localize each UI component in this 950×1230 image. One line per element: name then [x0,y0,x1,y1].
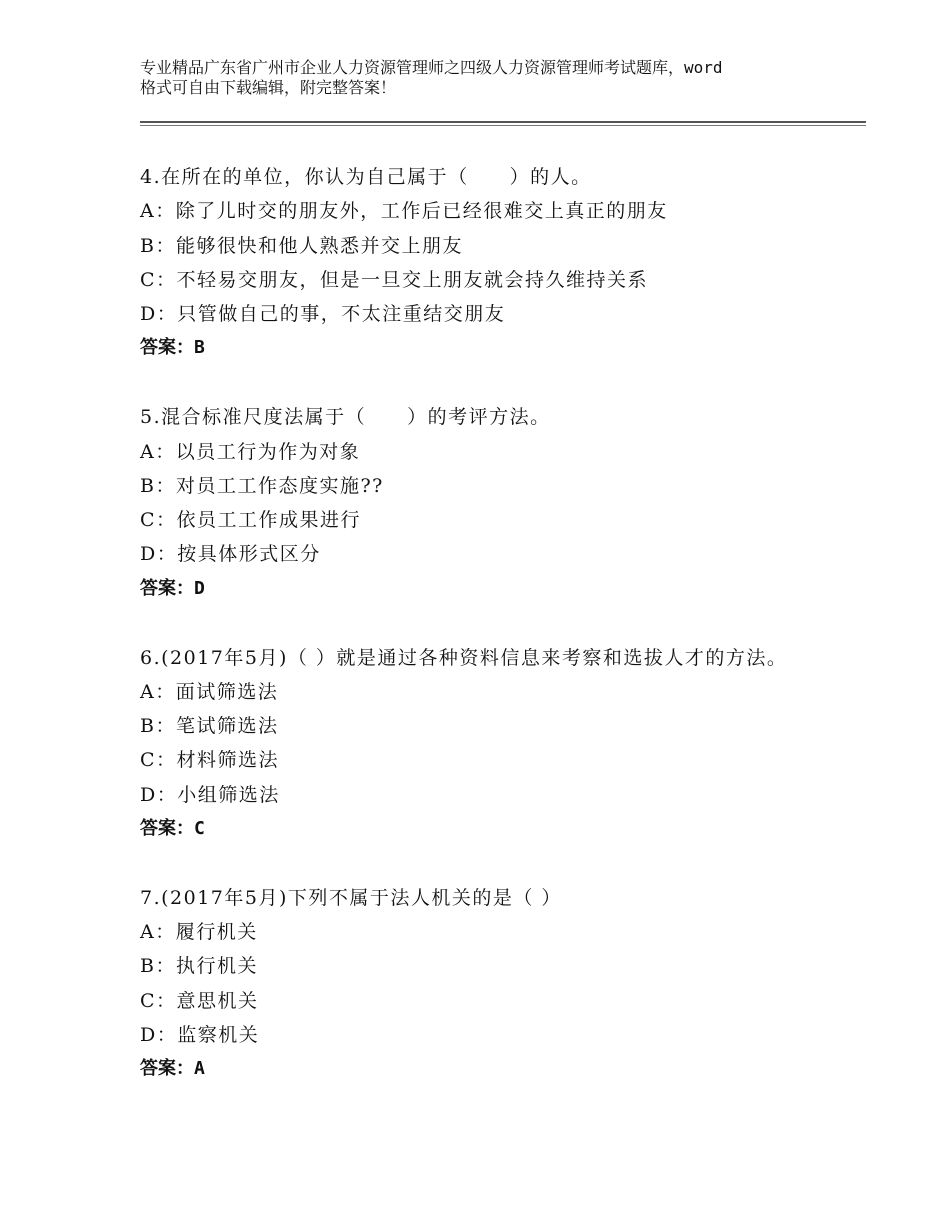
option-a: A：面试筛选法 [140,680,279,703]
question-stem: 4.在所在的单位，你认为自己属于（ ）的人。 [140,166,592,188]
document-header [140,58,840,98]
question-7 [140,881,820,1087]
option-a: A：履行机关 [140,921,258,944]
header-line-2: 格式可自由下载编辑，附完整答案！ [140,78,397,97]
option-c: C：依员工工作成果进行 [140,509,362,532]
option-b: B：对员工工作态度实施?? [140,474,384,497]
option-d: D：只管做自己的事，不太注重结交朋友 [140,303,506,326]
option-d: D：按具体形式区分 [140,543,321,566]
option-d: D：监察机关 [140,1024,260,1047]
option-c: C：材料筛选法 [140,749,280,772]
question-list [140,160,820,1087]
question-stem: 6.(2017年5月)（ ）就是通过各种资料信息来考察和选拔人才的方法。 [140,646,788,669]
question-4 [140,160,820,366]
answer-label: 答案：D [140,577,205,599]
answer-label: 答案：C [140,818,205,840]
header-divider-thin [140,125,866,126]
option-b: B：执行机关 [140,955,258,978]
option-b: B：能够很快和他人熟悉并交上朋友 [140,234,463,257]
question-5 [140,400,820,606]
question-stem: 5.混合标准尺度法属于（ ）的考评方法。 [140,406,551,429]
header-divider-thick [140,121,866,123]
option-a: A：以员工行为作为对象 [140,440,361,463]
question-stem: 7.(2017年5月)下列不属于法人机关的是（ ） [140,886,562,909]
option-b: B：笔试筛选法 [140,715,279,738]
answer-label: 答案：A [140,1058,205,1080]
option-a: A：除了儿时交的朋友外，工作后已经很难交上真正的朋友 [140,200,668,223]
header-line-1: 专业精品广东省广州市企业人力资源管理师之四级人力资源管理师考试题库，word [140,58,723,77]
option-c: C：不轻易交朋友，但是一旦交上朋友就会持久维持关系 [140,268,649,291]
option-d: D：小组筛选法 [140,783,280,806]
answer-label: 答案：B [140,337,205,359]
option-c: C：意思机关 [140,989,259,1012]
question-6 [140,641,820,847]
